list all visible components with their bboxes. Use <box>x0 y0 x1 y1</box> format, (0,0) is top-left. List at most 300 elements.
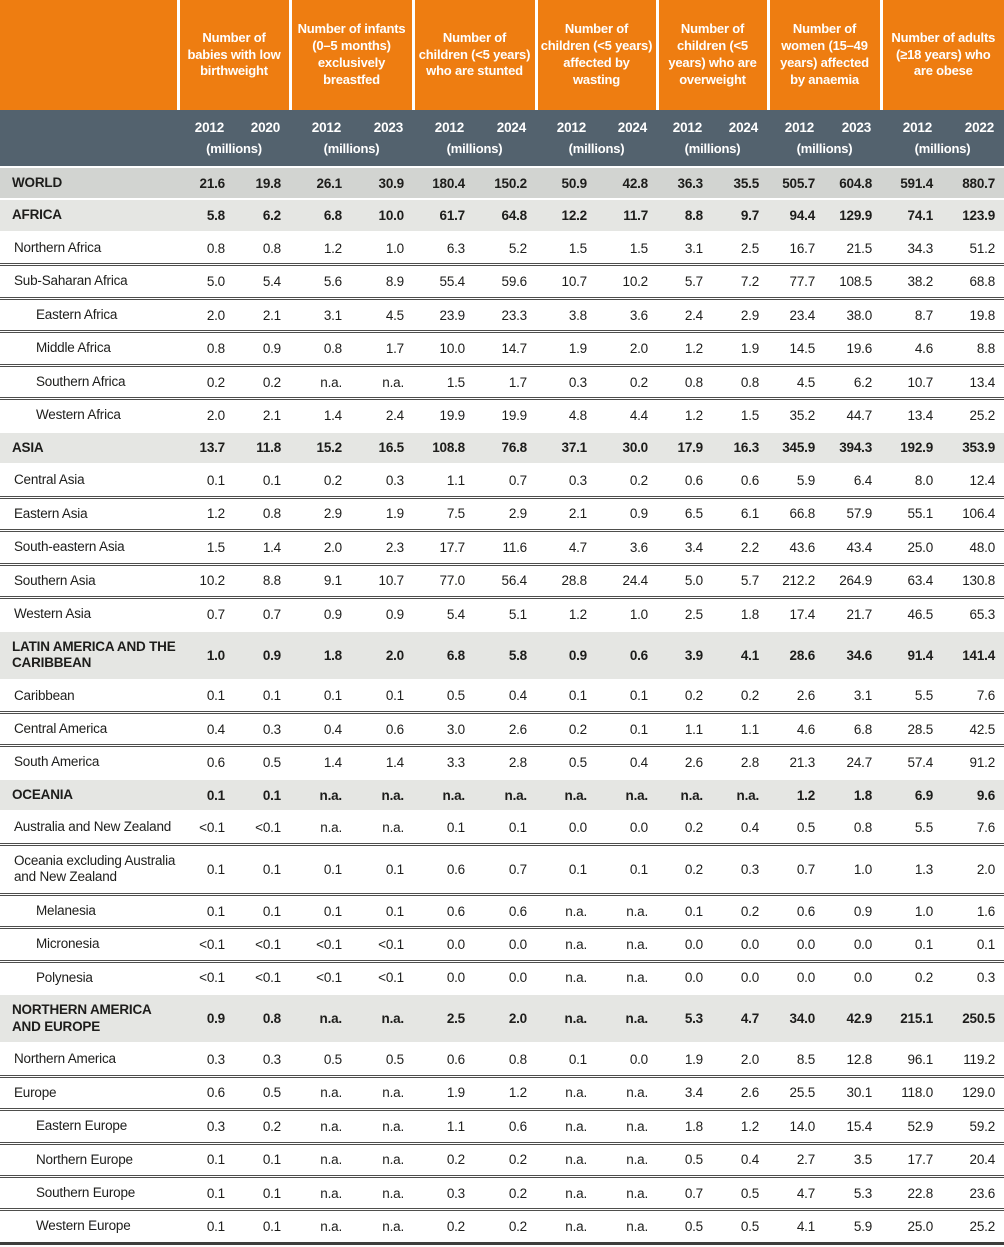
value-cell: 0.1 <box>596 680 657 713</box>
value-cell: n.a. <box>351 1210 413 1243</box>
value-cell: 74.1 <box>881 199 942 231</box>
value-cell: 2.0 <box>178 298 234 331</box>
value-cell: <0.1 <box>178 811 234 844</box>
value-cell: 0.7 <box>768 844 824 894</box>
year-header: 2024 <box>712 110 768 137</box>
value-cell: 394.3 <box>824 432 881 464</box>
value-cell: 0.1 <box>178 1143 234 1176</box>
value-cell: n.a. <box>413 779 474 811</box>
table-row <box>0 961 1004 994</box>
value-cell: n.a. <box>290 1143 351 1176</box>
value-cell: 0.2 <box>657 811 712 844</box>
value-cell: 77.7 <box>768 265 824 298</box>
table-row <box>0 631 1004 680</box>
value-cell: 0.9 <box>824 894 881 927</box>
value-cell: 0.4 <box>290 712 351 745</box>
value-cell: 5.8 <box>474 631 536 680</box>
value-cell: 0.1 <box>290 844 351 894</box>
row-label: Western Europe <box>0 1210 178 1243</box>
value-cell: n.a. <box>596 894 657 927</box>
value-cell: 5.6 <box>290 265 351 298</box>
value-cell: 0.6 <box>768 894 824 927</box>
table-row <box>0 1076 1004 1109</box>
value-cell: 141.4 <box>942 631 1004 680</box>
value-cell: 5.5 <box>881 680 942 713</box>
value-cell: 6.9 <box>881 779 942 811</box>
value-cell: 25.0 <box>881 531 942 564</box>
year-header: 2012 <box>881 110 942 137</box>
row-label: Central America <box>0 712 178 745</box>
value-cell: 353.9 <box>942 432 1004 464</box>
value-cell: 24.4 <box>596 564 657 597</box>
value-cell: 19.9 <box>474 399 536 432</box>
value-cell: 10.0 <box>351 199 413 231</box>
value-cell: 0.1 <box>178 680 234 713</box>
value-cell: 0.6 <box>596 631 657 680</box>
value-cell: 1.1 <box>413 1110 474 1143</box>
value-cell: 3.1 <box>657 232 712 265</box>
value-cell: n.a. <box>536 1210 596 1243</box>
value-cell: 0.1 <box>351 680 413 713</box>
value-cell: n.a. <box>596 961 657 994</box>
value-cell: 3.0 <box>413 712 474 745</box>
value-cell: 2.0 <box>474 994 536 1043</box>
value-cell: 0.4 <box>178 712 234 745</box>
value-cell: 1.4 <box>351 746 413 779</box>
value-cell: 26.1 <box>290 167 351 199</box>
value-cell: 21.7 <box>824 598 881 631</box>
table-row <box>0 844 1004 894</box>
unit-label: (millions) <box>768 137 881 167</box>
value-cell: 42.8 <box>596 167 657 199</box>
value-cell: 11.8 <box>234 432 290 464</box>
value-cell: n.a. <box>536 1143 596 1176</box>
value-cell: 1.0 <box>351 232 413 265</box>
value-cell: 21.6 <box>178 167 234 199</box>
table-row <box>0 265 1004 298</box>
value-cell: 264.9 <box>824 564 881 597</box>
value-cell: 13.7 <box>178 432 234 464</box>
value-cell: 123.9 <box>942 199 1004 231</box>
value-cell: 0.1 <box>178 1210 234 1243</box>
value-cell: 1.5 <box>178 531 234 564</box>
value-cell: <0.1 <box>290 961 351 994</box>
value-cell: 5.0 <box>657 564 712 597</box>
value-cell: 0.2 <box>474 1210 536 1243</box>
value-cell: 192.9 <box>881 432 942 464</box>
value-cell: 1.8 <box>657 1110 712 1143</box>
value-cell: 8.9 <box>351 265 413 298</box>
value-cell: 7.6 <box>942 680 1004 713</box>
column-group-row <box>0 0 1004 110</box>
value-cell: 23.3 <box>474 298 536 331</box>
table-row <box>0 1043 1004 1076</box>
value-cell: 1.2 <box>657 399 712 432</box>
year-header: 2023 <box>351 110 413 137</box>
table-row <box>0 811 1004 844</box>
value-cell: 1.0 <box>596 598 657 631</box>
value-cell: 1.0 <box>824 844 881 894</box>
value-cell: 1.8 <box>824 779 881 811</box>
value-cell: 212.2 <box>768 564 824 597</box>
value-cell: 4.6 <box>881 332 942 365</box>
value-cell: 1.2 <box>290 232 351 265</box>
value-cell: 0.6 <box>474 1110 536 1143</box>
table-row <box>0 894 1004 927</box>
value-cell: n.a. <box>596 1110 657 1143</box>
value-cell: 0.0 <box>657 928 712 961</box>
value-cell: 10.2 <box>596 265 657 298</box>
value-cell: 10.7 <box>536 265 596 298</box>
value-cell: n.a. <box>596 994 657 1043</box>
value-cell: 42.9 <box>824 994 881 1043</box>
value-cell: 0.9 <box>290 598 351 631</box>
value-cell: n.a. <box>290 365 351 398</box>
value-cell: 0.8 <box>234 232 290 265</box>
value-cell: 2.1 <box>234 298 290 331</box>
row-label: Middle Africa <box>0 332 178 365</box>
table-row <box>0 432 1004 464</box>
value-cell: 57.4 <box>881 746 942 779</box>
value-cell: 0.1 <box>178 779 234 811</box>
value-cell: 1.4 <box>290 746 351 779</box>
value-cell: 9.1 <box>290 564 351 597</box>
value-cell: 0.2 <box>536 712 596 745</box>
value-cell: 5.3 <box>657 994 712 1043</box>
value-cell: 34.0 <box>768 994 824 1043</box>
value-cell: 0.7 <box>474 464 536 497</box>
value-cell: 7.2 <box>712 265 768 298</box>
value-cell: 0.5 <box>712 1177 768 1210</box>
row-label: WORLD <box>0 167 178 199</box>
table-row <box>0 332 1004 365</box>
table-row <box>0 531 1004 564</box>
value-cell: 61.7 <box>413 199 474 231</box>
value-cell: 0.9 <box>178 994 234 1043</box>
value-cell: <0.1 <box>178 961 234 994</box>
value-cell: 59.2 <box>942 1110 1004 1143</box>
value-cell: n.a. <box>536 994 596 1043</box>
value-cell: 0.1 <box>536 844 596 894</box>
row-label: Europe <box>0 1076 178 1109</box>
value-cell: 0.5 <box>657 1210 712 1243</box>
value-cell: 880.7 <box>942 167 1004 199</box>
value-cell: 129.9 <box>824 199 881 231</box>
table-row <box>0 779 1004 811</box>
value-cell: n.a. <box>596 1076 657 1109</box>
row-label: Northern America <box>0 1043 178 1076</box>
value-cell: 13.4 <box>942 365 1004 398</box>
row-label: South America <box>0 746 178 779</box>
year-row <box>0 110 1004 137</box>
value-cell: n.a. <box>290 1110 351 1143</box>
value-cell: 2.9 <box>290 497 351 530</box>
value-cell: 2.5 <box>413 994 474 1043</box>
value-cell: 215.1 <box>881 994 942 1043</box>
value-cell: 0.7 <box>234 598 290 631</box>
year-header: 2012 <box>657 110 712 137</box>
year-row-label-spacer <box>0 110 178 137</box>
value-cell: 3.6 <box>596 298 657 331</box>
row-label: Polynesia <box>0 961 178 994</box>
value-cell: 14.7 <box>474 332 536 365</box>
row-label: Sub-Saharan Africa <box>0 265 178 298</box>
value-cell: 43.4 <box>824 531 881 564</box>
column-group-header: Number of adults (≥18 years) who are obese <box>881 0 1004 110</box>
value-cell: 0.5 <box>657 1143 712 1176</box>
value-cell: 4.1 <box>712 631 768 680</box>
table-row <box>0 1210 1004 1243</box>
value-cell: 0.1 <box>178 894 234 927</box>
value-cell: 0.0 <box>768 961 824 994</box>
value-cell: 4.8 <box>536 399 596 432</box>
value-cell: 1.4 <box>234 531 290 564</box>
value-cell: 0.6 <box>178 746 234 779</box>
value-cell: 2.0 <box>178 399 234 432</box>
value-cell: 1.1 <box>712 712 768 745</box>
value-cell: 28.6 <box>768 631 824 680</box>
value-cell: 5.7 <box>712 564 768 597</box>
row-label: Southern Asia <box>0 564 178 597</box>
value-cell: 68.8 <box>942 265 1004 298</box>
value-cell: 180.4 <box>413 167 474 199</box>
value-cell: 52.9 <box>881 1110 942 1143</box>
value-cell: 55.1 <box>881 497 942 530</box>
value-cell: 34.3 <box>881 232 942 265</box>
value-cell: 23.9 <box>413 298 474 331</box>
value-cell: 2.0 <box>596 332 657 365</box>
value-cell: 46.5 <box>881 598 942 631</box>
value-cell: 0.3 <box>712 844 768 894</box>
value-cell: 5.7 <box>657 265 712 298</box>
value-cell: 3.9 <box>657 631 712 680</box>
value-cell: 0.0 <box>768 928 824 961</box>
value-cell: 12.4 <box>942 464 1004 497</box>
value-cell: 0.4 <box>596 746 657 779</box>
row-label: Southern Africa <box>0 365 178 398</box>
value-cell: 6.8 <box>413 631 474 680</box>
table-row <box>0 680 1004 713</box>
value-cell: 0.4 <box>712 811 768 844</box>
value-cell: n.a. <box>290 1076 351 1109</box>
table-row <box>0 365 1004 398</box>
row-label: Australia and New Zealand <box>0 811 178 844</box>
value-cell: 34.6 <box>824 631 881 680</box>
value-cell: 0.1 <box>942 928 1004 961</box>
value-cell: 0.2 <box>234 1110 290 1143</box>
value-cell: 2.1 <box>234 399 290 432</box>
value-cell: 0.3 <box>351 464 413 497</box>
table-row <box>0 564 1004 597</box>
value-cell: n.a. <box>657 779 712 811</box>
value-cell: 0.0 <box>712 961 768 994</box>
value-cell: 0.1 <box>234 779 290 811</box>
value-cell: 604.8 <box>824 167 881 199</box>
value-cell: 0.1 <box>234 1177 290 1210</box>
value-cell: 10.2 <box>178 564 234 597</box>
value-cell: 8.8 <box>234 564 290 597</box>
value-cell: 3.1 <box>290 298 351 331</box>
value-cell: 19.8 <box>942 298 1004 331</box>
value-cell: 1.7 <box>474 365 536 398</box>
value-cell: n.a. <box>536 1076 596 1109</box>
value-cell: 0.1 <box>536 680 596 713</box>
row-label: Eastern Asia <box>0 497 178 530</box>
value-cell: 3.5 <box>824 1143 881 1176</box>
value-cell: 4.7 <box>768 1177 824 1210</box>
value-cell: 6.2 <box>824 365 881 398</box>
value-cell: 17.7 <box>413 531 474 564</box>
value-cell: 5.0 <box>178 265 234 298</box>
value-cell: n.a. <box>596 928 657 961</box>
value-cell: 13.4 <box>881 399 942 432</box>
value-cell: 8.7 <box>881 298 942 331</box>
value-cell: <0.1 <box>351 961 413 994</box>
value-cell: 7.6 <box>942 811 1004 844</box>
table-row <box>0 497 1004 530</box>
value-cell: 1.9 <box>413 1076 474 1109</box>
value-cell: 0.8 <box>234 497 290 530</box>
table-row <box>0 928 1004 961</box>
value-cell: 345.9 <box>768 432 824 464</box>
value-cell: 0.0 <box>413 961 474 994</box>
value-cell: 2.9 <box>474 497 536 530</box>
value-cell: 2.4 <box>657 298 712 331</box>
value-cell: 0.2 <box>178 365 234 398</box>
year-header: 2020 <box>234 110 290 137</box>
value-cell: 43.6 <box>768 531 824 564</box>
value-cell: 0.5 <box>234 1076 290 1109</box>
value-cell: 0.6 <box>413 1043 474 1076</box>
value-cell: 0.8 <box>657 365 712 398</box>
value-cell: 0.1 <box>178 844 234 894</box>
table-header <box>0 0 1004 110</box>
value-cell: 11.7 <box>596 199 657 231</box>
value-cell: 0.9 <box>536 631 596 680</box>
table-row <box>0 298 1004 331</box>
value-cell: 591.4 <box>881 167 942 199</box>
value-cell: 4.7 <box>712 994 768 1043</box>
value-cell: 0.4 <box>712 1143 768 1176</box>
value-cell: 150.2 <box>474 167 536 199</box>
value-cell: 44.7 <box>824 399 881 432</box>
value-cell: 1.5 <box>712 399 768 432</box>
value-cell: 5.4 <box>234 265 290 298</box>
value-cell: 3.8 <box>536 298 596 331</box>
value-cell: 5.1 <box>474 598 536 631</box>
value-cell: 10.0 <box>413 332 474 365</box>
value-cell: 25.2 <box>942 1210 1004 1243</box>
year-header: 2012 <box>536 110 596 137</box>
value-cell: 0.1 <box>290 680 351 713</box>
value-cell: 0.5 <box>290 1043 351 1076</box>
value-cell: 55.4 <box>413 265 474 298</box>
value-cell: 0.8 <box>712 365 768 398</box>
value-cell: 8.8 <box>657 199 712 231</box>
value-cell: 0.1 <box>536 1043 596 1076</box>
year-header: 2022 <box>942 110 1004 137</box>
value-cell: 23.4 <box>768 298 824 331</box>
value-cell: 38.2 <box>881 265 942 298</box>
table-row <box>0 1110 1004 1143</box>
unit-row-label-spacer <box>0 137 178 167</box>
value-cell: 6.2 <box>234 199 290 231</box>
value-cell: 0.6 <box>413 844 474 894</box>
value-cell: 25.2 <box>942 399 1004 432</box>
row-label: Southern Europe <box>0 1177 178 1210</box>
value-cell: 91.4 <box>881 631 942 680</box>
value-cell: 0.6 <box>712 464 768 497</box>
value-cell: 0.9 <box>351 598 413 631</box>
value-cell: 91.2 <box>942 746 1004 779</box>
value-cell: n.a. <box>536 894 596 927</box>
value-cell: 65.3 <box>942 598 1004 631</box>
value-cell: 0.0 <box>536 811 596 844</box>
value-cell: 0.3 <box>536 464 596 497</box>
column-group-header: Number of children (<5 years) who are stunted <box>413 0 536 110</box>
row-label: Northern Europe <box>0 1143 178 1176</box>
value-cell: 36.3 <box>657 167 712 199</box>
value-cell: n.a. <box>290 779 351 811</box>
value-cell: n.a. <box>290 1210 351 1243</box>
value-cell: 17.9 <box>657 432 712 464</box>
value-cell: 108.8 <box>413 432 474 464</box>
value-cell: 0.3 <box>413 1177 474 1210</box>
value-cell: 1.5 <box>536 232 596 265</box>
value-cell: 1.2 <box>536 598 596 631</box>
value-cell: n.a. <box>536 1177 596 1210</box>
value-cell: 2.0 <box>351 631 413 680</box>
value-cell: 24.7 <box>824 746 881 779</box>
value-cell: 9.7 <box>712 199 768 231</box>
value-cell: 19.6 <box>824 332 881 365</box>
value-cell: 0.1 <box>596 712 657 745</box>
value-cell: 12.2 <box>536 199 596 231</box>
table-row <box>0 1177 1004 1210</box>
value-cell: 1.2 <box>474 1076 536 1109</box>
value-cell: 0.2 <box>290 464 351 497</box>
value-cell: 2.0 <box>942 844 1004 894</box>
value-cell: n.a. <box>351 1177 413 1210</box>
column-group-header: Number of children (<5 years) affected by wasting <box>536 0 657 110</box>
value-cell: 2.4 <box>351 399 413 432</box>
value-cell: n.a. <box>536 1110 596 1143</box>
value-cell: 0.1 <box>234 1143 290 1176</box>
value-cell: 250.5 <box>942 994 1004 1043</box>
unit-row <box>0 137 1004 167</box>
value-cell: 0.5 <box>351 1043 413 1076</box>
value-cell: 19.8 <box>234 167 290 199</box>
value-cell: 94.4 <box>768 199 824 231</box>
table-row <box>0 1143 1004 1176</box>
value-cell: 3.4 <box>657 531 712 564</box>
value-cell: 129.0 <box>942 1076 1004 1109</box>
value-cell: 16.7 <box>768 232 824 265</box>
unit-label: (millions) <box>413 137 536 167</box>
value-cell: 2.0 <box>290 531 351 564</box>
value-cell: 3.4 <box>657 1076 712 1109</box>
value-cell: 0.1 <box>234 844 290 894</box>
value-cell: 1.0 <box>178 631 234 680</box>
value-cell: 4.4 <box>596 399 657 432</box>
value-cell: 4.1 <box>768 1210 824 1243</box>
value-cell: 14.0 <box>768 1110 824 1143</box>
value-cell: 0.9 <box>596 497 657 530</box>
value-cell: 1.1 <box>657 712 712 745</box>
value-cell: 23.6 <box>942 1177 1004 1210</box>
value-cell: 2.8 <box>474 746 536 779</box>
value-cell: n.a. <box>351 994 413 1043</box>
